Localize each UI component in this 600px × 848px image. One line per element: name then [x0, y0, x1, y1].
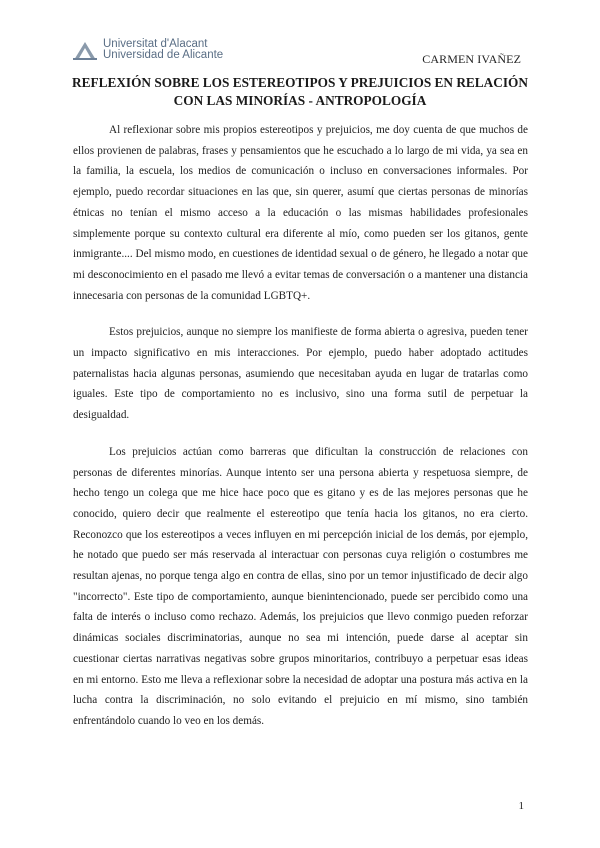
logo-line-valencian: Universitat d'Alacant	[103, 38, 208, 50]
paragraph-3: Los prejuicios actúan como barreras que dificultan la construcción de relaciones con personas de diferentes minorías. Aunque intento ser una persona abierta y respetuosa siempre, de hecho tengo un colega que me hice hace poco que es gitano y es de las mejores personas que he conocido, quiero decir que realmente el estereotipo que tenía hacia los gitanos, no era cierto. Reconozco que los estereotipos a veces influyen en mi percepción inicial de los demás, por ejemplo, he notado que puedo ser más reservada al interactuar con personas cuya religión o costumbres me resultan ajenas, no porque tenga algo en contra de ellas, sino por un temor injustificado de decir algo "incorrecto". Este tipo de comportamiento, aunque bienintencionado, puede ser percibido como una falta de interés o incluso como rechazo. Además, los prejuicios que llevo conmigo pueden reforzar dinámicas sociales discriminatorias, aunque no sea mi intención, puede darse al aceptar sin cuestionar ciertas narrativas negativas sobre grupos minoritarios, contribuyo a perpetuar esas ideas en mi entorno. Esto me lleva a reflexionar sobre la necesidad de adoptar una postura más activa en la lucha contra la discriminación, no solo evitando el prejuicio en mí mismo, sino también enfrentándolo cuando lo veo en los demás.	[73, 445, 528, 727]
document-body	[73, 120, 528, 748]
author-name: CARMEN IVAÑEZ	[422, 52, 521, 66]
university-logo	[73, 36, 223, 64]
document-title: REFLEXIÓN SOBRE LOS ESTEREOTIPOS Y PREJUICIOS EN RELACIÓN CON LAS MINORÍAS - ANTROPOLOGÍA	[71, 75, 528, 108]
paragraph-2: Estos prejuicios, aunque no siempre los manifieste de forma abierta o agresiva, pueden tener un impacto significativo en mis interacciones. Por ejemplo, puedo haber adoptado actitudes paternalistas hacia algunas personas, asumiendo que necesitaban ayuda en lugar de tratarlas como iguales. Este tipo de comportamiento no es inclusivo, sino una forma sutil de perpetuar la desigualdad.	[73, 326, 528, 422]
logo-line-spanish: Universidad de Alicante	[103, 49, 224, 61]
paragraph-1: Al reflexionar sobre mis propios estereotipos y prejuicios, me doy cuenta de que muchos de ellos provienen de palabras, frases y pensamientos que he escuchado a lo largo de mi vida, ya sea en la familia, la escuela, los medios de comunicación o incluso en conversaciones informales. Por ejemplo, puedo recordar situaciones en las que, sin querer, asumí que ciertas personas de minorías étnicas no tenían el mismo acceso a la educación o las mismas habilidades profesionales simplemente porque su contexto cultural era diferente al mío, como pueden ser los gitanos, gente inmigrante.... Del mismo modo, en cuestiones de identidad sexual o de género, he llegado a notar que mi desconocimiento en el pasado me llevó a evitar temas de conversación o a mantener una distancia innecesaria con personas de la comunidad LGBTQ+.	[73, 124, 528, 302]
university-emblem-icon	[73, 39, 97, 61]
page-number: 1	[518, 800, 524, 812]
logo-text	[103, 39, 223, 61]
